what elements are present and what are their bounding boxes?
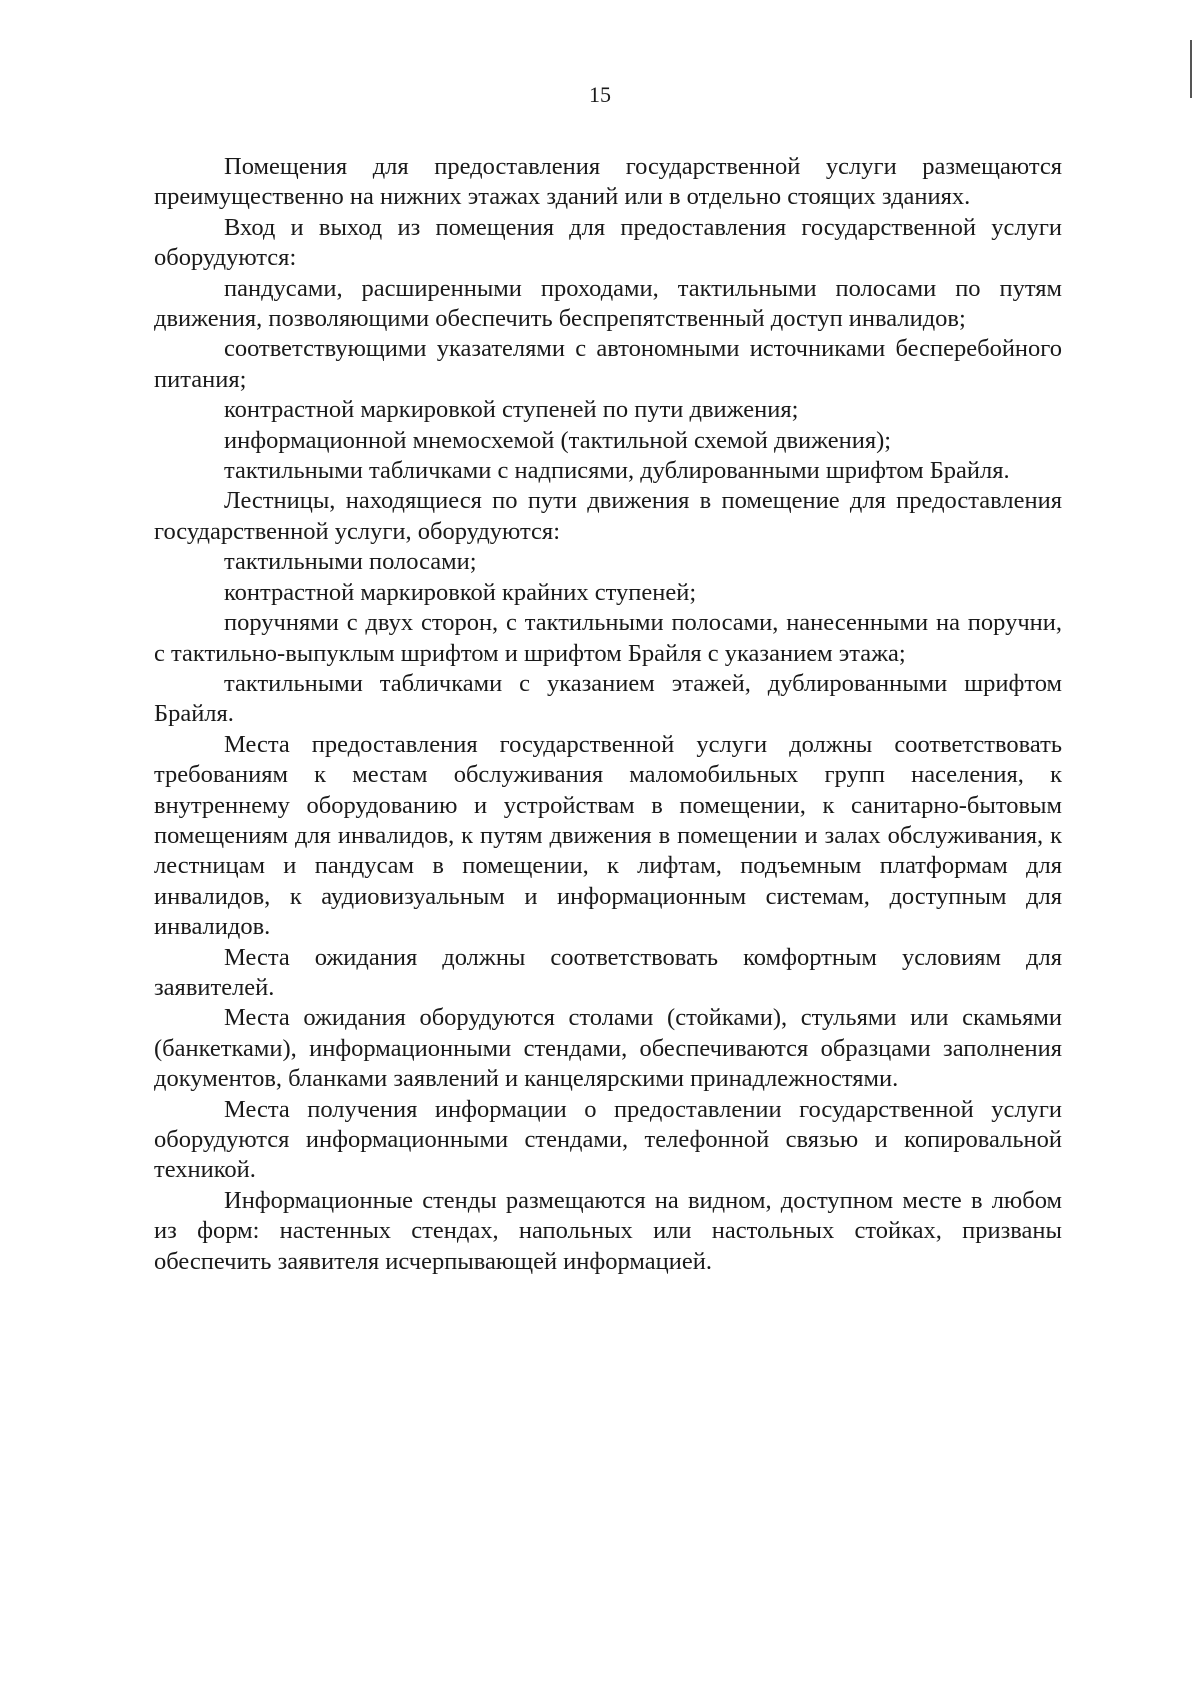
list-item-braille-plates: тактильными табличками с надписями, дублированными шрифтом Брайля. xyxy=(224,457,1010,485)
paragraph-waiting-equipment: Места ожидания оборудуются столами (стойками), стульями или скамьями (банкетками), информационными стендами, обеспечиваются образцами заполнения документов, бланками заявлений и канцелярскими принадлежностями. xyxy=(154,1004,1062,1093)
paragraph-info-stands: Информационные стенды размещаются на видном, доступном месте в любом из форм: настенных стендах, напольных или настольных стойках, призваны обеспечить заявителя исчерпывающей информацией. xyxy=(154,1186,1062,1275)
paragraph-service-places: Места предоставления государственной услуги должны соответствовать требованиям к местам обслуживания маломобильных групп населения, к внутреннему оборудованию и устройствам в помещении, к санитарно-бытовым помещениям для инвалидов, к путям движения в помещении и залах обслуживания, к лестницам и пандусам в помещении, к лифтам, подъемным платформам для инвалидов, к аудиовизуальным и информационным системам, доступным для инвалидов. xyxy=(154,730,1062,941)
page-number: 15 xyxy=(589,82,611,107)
list-item-ramps: пандусами, расширенными проходами, тактильными полосами по путям движения, позволяющими обеспечить беспрепятственный доступ инвалидов; xyxy=(154,274,1062,333)
list-item-step-marking: контрастной маркировкой ступеней по пути движения; xyxy=(224,396,799,424)
list-item-floor-plates: тактильными табличками с указанием этажей, дублированными шрифтом Брайля. xyxy=(154,669,1062,728)
list-item-handrails: поручнями с двух сторон, с тактильными полосами, нанесенными на поручни, с тактильно-выпуклым шрифтом и шрифтом Брайля с указанием этажа; xyxy=(154,609,1062,667)
list-item-edge-steps: контрастной маркировкой крайних ступеней; xyxy=(224,578,697,606)
paragraph-entrance-equipment: Вход и выход из помещения для предоставления государственной услуги оборудуются: xyxy=(154,213,1062,272)
document-body xyxy=(154,152,1062,1277)
paragraph-stairs: Лестницы, находящиеся по пути движения в помещение для предоставления государственной услуги, оборудуются: xyxy=(154,487,1062,545)
paragraph-waiting-comfort: Места ожидания должны соответствовать комфортным условиям для заявителей. xyxy=(154,943,1062,1001)
paragraph-information-places: Места получения информации о предоставлении государственной услуги оборудуются информационными стендами, телефонной связью и копировальной техникой. xyxy=(154,1095,1062,1184)
paragraph-premises-location: Помещения для предоставления государственной услуги размещаются преимущественно на нижних этажах зданий или в отдельно стоящих зданиях. xyxy=(154,153,1062,211)
list-item-tactile-strips: тактильными полосами; xyxy=(224,548,477,576)
list-item-mnemonic-scheme: информационной мнемосхемой (тактильной схемой движения); xyxy=(224,426,892,454)
list-item-signs: соответствующими указателями с автономными источниками бесперебойного питания; xyxy=(154,335,1062,393)
